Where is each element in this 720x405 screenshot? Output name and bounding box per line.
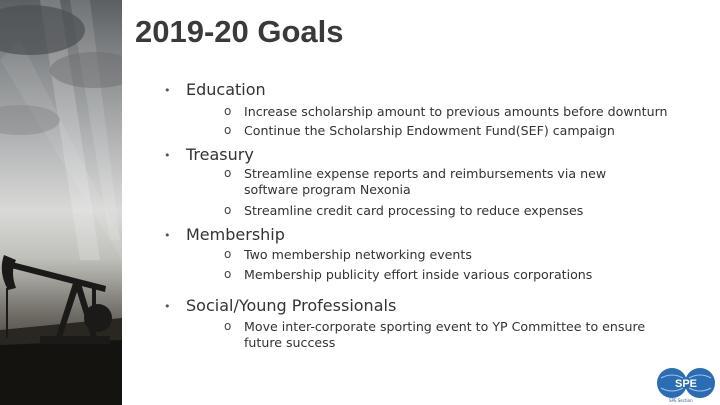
logo-caption: SPE Section (669, 398, 693, 403)
list-item-text: Continue the Scholarship Endowment Fund(SEF) campaign (244, 123, 615, 138)
list-item-text: Streamline credit card processing to reduce expenses (244, 203, 584, 218)
list-item-text: Move inter-corporate sporting event to YP Committee to ensure future success (244, 319, 646, 350)
bullet-icon: • (164, 149, 171, 162)
list-item-text: Increase scholarship amount to previous amounts before downturn (244, 104, 668, 119)
logo-text: SPE (674, 378, 698, 390)
list-item-text: Two membership networking events (244, 247, 472, 262)
sub-bullet-icon: o (224, 247, 232, 261)
bullet-icon: • (164, 84, 171, 97)
list-item-text: Membership publicity effort inside various corporations (244, 267, 593, 282)
sub-bullet-icon: o (224, 319, 232, 333)
bullet-icon: • (164, 229, 171, 242)
sub-bullet-icon: o (224, 123, 232, 137)
section-label: Membership (186, 225, 285, 244)
sub-bullet-icon: o (224, 104, 232, 118)
section-label: Social/Young Professionals (186, 296, 397, 315)
section-label: Education (186, 80, 266, 99)
sub-bullet-icon: o (224, 166, 232, 180)
section-label: Treasury (186, 145, 254, 164)
bullet-icon: • (164, 300, 171, 313)
sub-bullet-icon: o (224, 203, 232, 217)
sub-bullet-icon: o (224, 267, 232, 281)
globe-icon (655, 366, 717, 400)
page-title: 2019-20 Goals (135, 14, 344, 49)
list-item-text: Streamline expense reports and reimbursements via new software program Nexonia (244, 166, 607, 197)
